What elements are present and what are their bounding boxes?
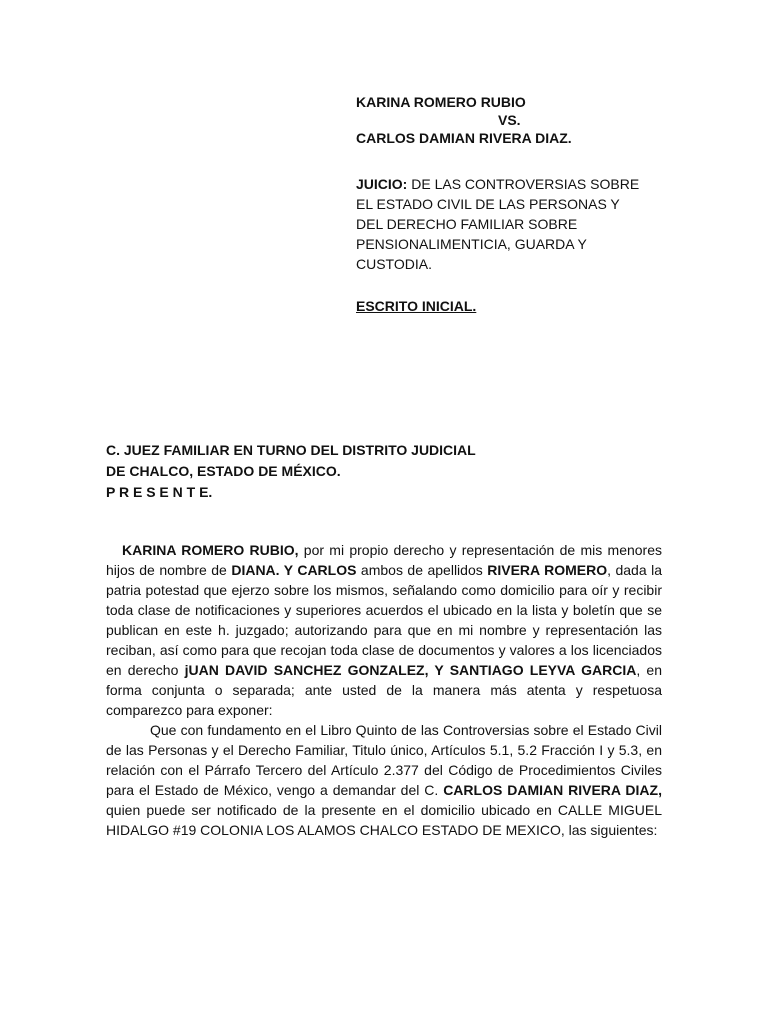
p1-text-1: por mi propio derecho y representación de mis menores hijos de nombre de [106,542,663,578]
p2-text-2: quien puede ser notificado de la presente en el domicilio ubicado en CALLE MIGUEL HIDALGO #19 COLONIA LOS ALAMOS CHALCO ESTADO DE MEXICO, las siguientes: [106,802,662,838]
addressee-line-1: C. JUEZ FAMILIAR EN TURNO DEL DISTRITO JUDICIAL [106,442,476,458]
juicio-block [356,174,676,274]
body-text [106,540,662,840]
p1-bold-children: DIANA. Y CARLOS [231,562,357,578]
juicio-line-2: EL ESTADO CIVIL DE LAS PERSONAS Y [356,196,620,212]
juicio-label: JUICIO: [356,176,408,192]
p1-text-3: , dada la patria potestad que ejerzo sobre los mismos, señalando como domicilio para oír y recibir toda clase de notificaciones y superiores acuerdos el ubicado en la lista y boletín que se publican en este h. juzgado; autorizando para que en mi nombre y representación las reciban, así como para que recojan toda clase de documentos y valores a los licenciados en derecho [106,562,662,678]
p1-text-4: , en forma conjunta o separada; ante usted de la manera más atenta y respetuosa comparezco para exponer: [106,662,662,718]
p2-text-1: Que con fundamento en el Libro Quinto de las Controversias sobre el Estado Civil de las Personas y el Derecho Familiar, Titulo único, Artículos 5.1, 5.2 Fracción I y 5.3, en relación con el Párrafo Tercero del Artículo 2.377 del Código de Procedimientos Civiles para el Estado de México, vengo a demandar del C. [106,722,662,798]
versus-label: VS. [498,112,521,128]
paragraph-intro [106,540,662,720]
escrito-inicial-heading: ESCRITO INICIAL. [356,298,477,314]
plaintiff-name: KARINA ROMERO RUBIO [356,94,526,110]
addressee-line-2: DE CHALCO, ESTADO DE MÉXICO. [106,463,341,479]
juicio-line-5: CUSTODIA. [356,256,432,272]
juicio-line-3: DEL DERECHO FAMILIAR SOBRE [356,216,578,232]
case-caption [356,93,676,147]
p1-bold-name: KARINA ROMERO RUBIO, [122,542,299,558]
p1-bold-lawyers: jUAN DAVID SANCHEZ GONZALEZ, Y SANTIAGO LEYVA GARCIA [184,662,637,678]
addressee-line-3: P R E S E N T E. [106,484,213,500]
defendant-name: CARLOS DAMIAN RIVERA DIAZ. [356,130,572,146]
juicio-line-4: PENSIONALIMENTICIA, GUARDA Y [356,236,587,252]
p1-bold-surname: RIVERA ROMERO [487,562,608,578]
p2-bold-defendant: CARLOS DAMIAN RIVERA DIAZ, [443,782,662,798]
addressee-block [106,440,476,503]
paragraph-demand [106,720,662,840]
juicio-line-1: DE LAS CONTROVERSIAS SOBRE [407,176,640,192]
p1-text-2: ambos de apellidos [356,562,488,578]
